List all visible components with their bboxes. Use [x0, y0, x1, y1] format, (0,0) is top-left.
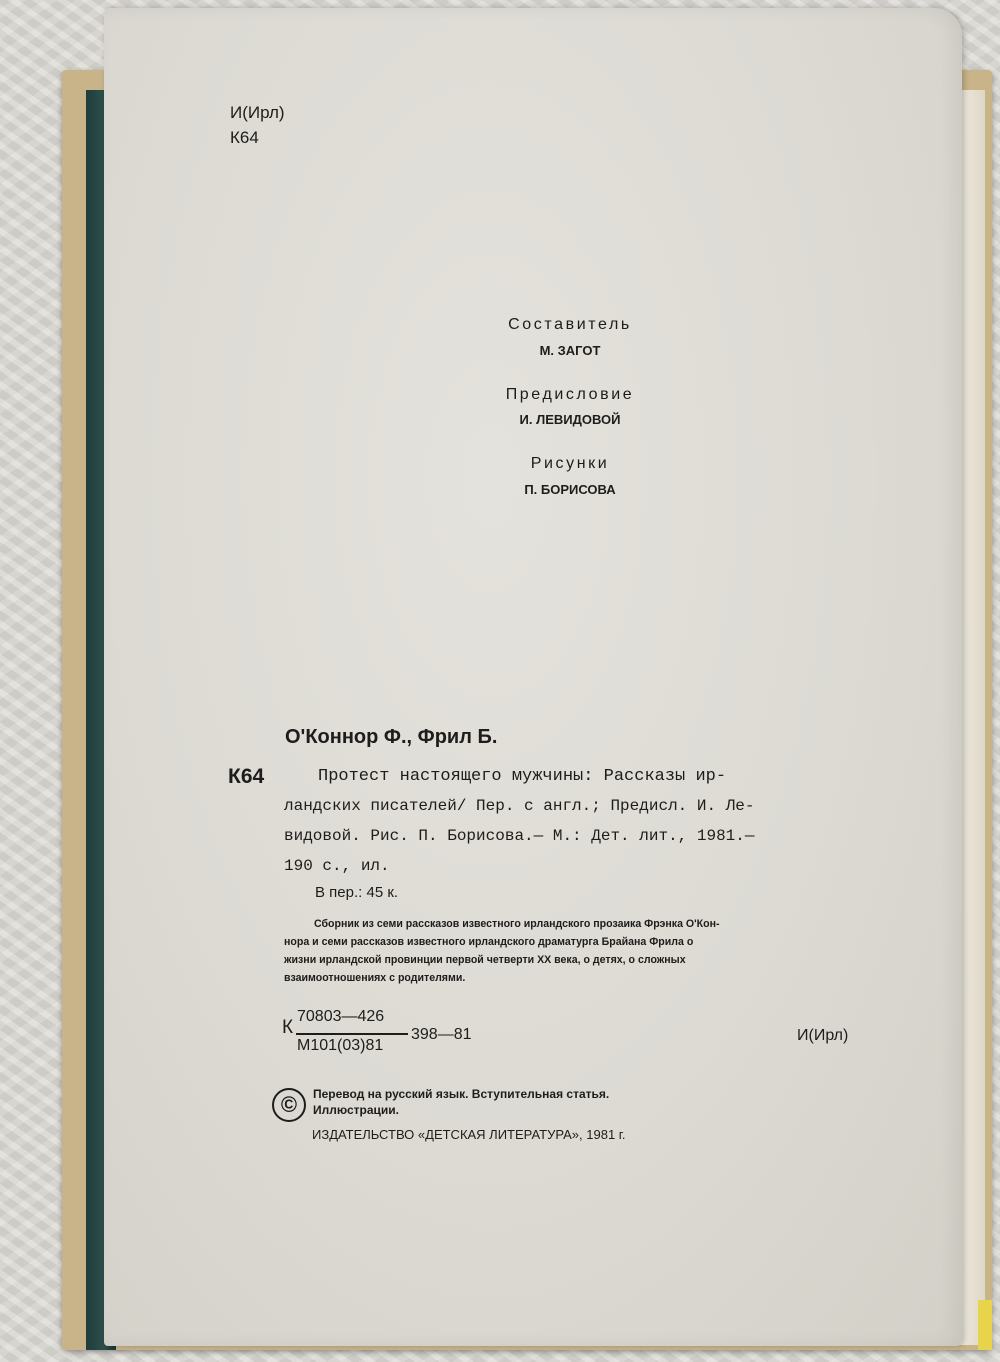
- annotation-line-2: нора и семи рассказов известного ирландского драматурга Брайана Фрила о: [284, 936, 694, 948]
- credit-name-compiler: М. ЗАГОТ: [539, 343, 601, 358]
- credit-role-preface: Предисловие: [505, 386, 635, 403]
- index-suffix: 398—81: [411, 1026, 472, 1043]
- index-letter: К: [282, 1017, 294, 1038]
- index-numerator: 70803—426: [297, 1008, 385, 1025]
- copyright-line-1: Перевод на русский язык. Вступительная статья.: [313, 1087, 610, 1101]
- index-denominator: М101(03)81: [297, 1037, 384, 1054]
- yellow-bookmark: [978, 1300, 992, 1350]
- catalog-description-line-3: видовой. Рис. П. Борисова.— М.: Дет. лит., 1981.—: [284, 827, 755, 845]
- index-fraction-line: [296, 1033, 408, 1035]
- index-classification: И(Ирл): [797, 1027, 849, 1044]
- annotation-line-3: жизни ирландской провинции первой четверти XX века, о детях, о сложных: [284, 954, 686, 966]
- annotation-line-4: взаимоотношениях с родителями.: [284, 972, 466, 984]
- catalog-price: В пер.: 45 к.: [315, 884, 399, 901]
- catalog-code: К64: [228, 765, 265, 788]
- catalog-description-line-2: ландских писателей/ Пер. с англ.; Предисл. И. Ле-: [284, 797, 755, 815]
- credit-role-illustrations: Рисунки: [530, 455, 610, 472]
- credit-role-compiler: Составитель: [508, 316, 632, 333]
- book-page: [104, 8, 962, 1346]
- classification-line-2: К64: [230, 128, 259, 147]
- annotation-line-1: Сборник из семи рассказов известного ирландского прозаика Фрэнка О'Кон-: [314, 918, 720, 930]
- credit-name-illustrations: П. БОРИСОВА: [524, 482, 616, 497]
- copyright-icon: ©: [272, 1088, 306, 1122]
- catalog-authors: О'Коннор Ф., Фрил Б.: [285, 726, 498, 748]
- classification-line-1: И(Ирл): [230, 103, 285, 122]
- copyright-line-2: Иллюстрации.: [313, 1103, 399, 1117]
- catalog-description-line-1: Протест настоящего мужчины: Рассказы ир-: [318, 767, 727, 786]
- publisher-line: ИЗДАТЕЛЬСТВО «ДЕТСКАЯ ЛИТЕРАТУРА», 1981 г.: [312, 1127, 626, 1142]
- catalog-description-line-4: 190 с., ил.: [284, 857, 390, 875]
- credit-name-preface: И. ЛЕВИДОВОЙ: [519, 412, 621, 427]
